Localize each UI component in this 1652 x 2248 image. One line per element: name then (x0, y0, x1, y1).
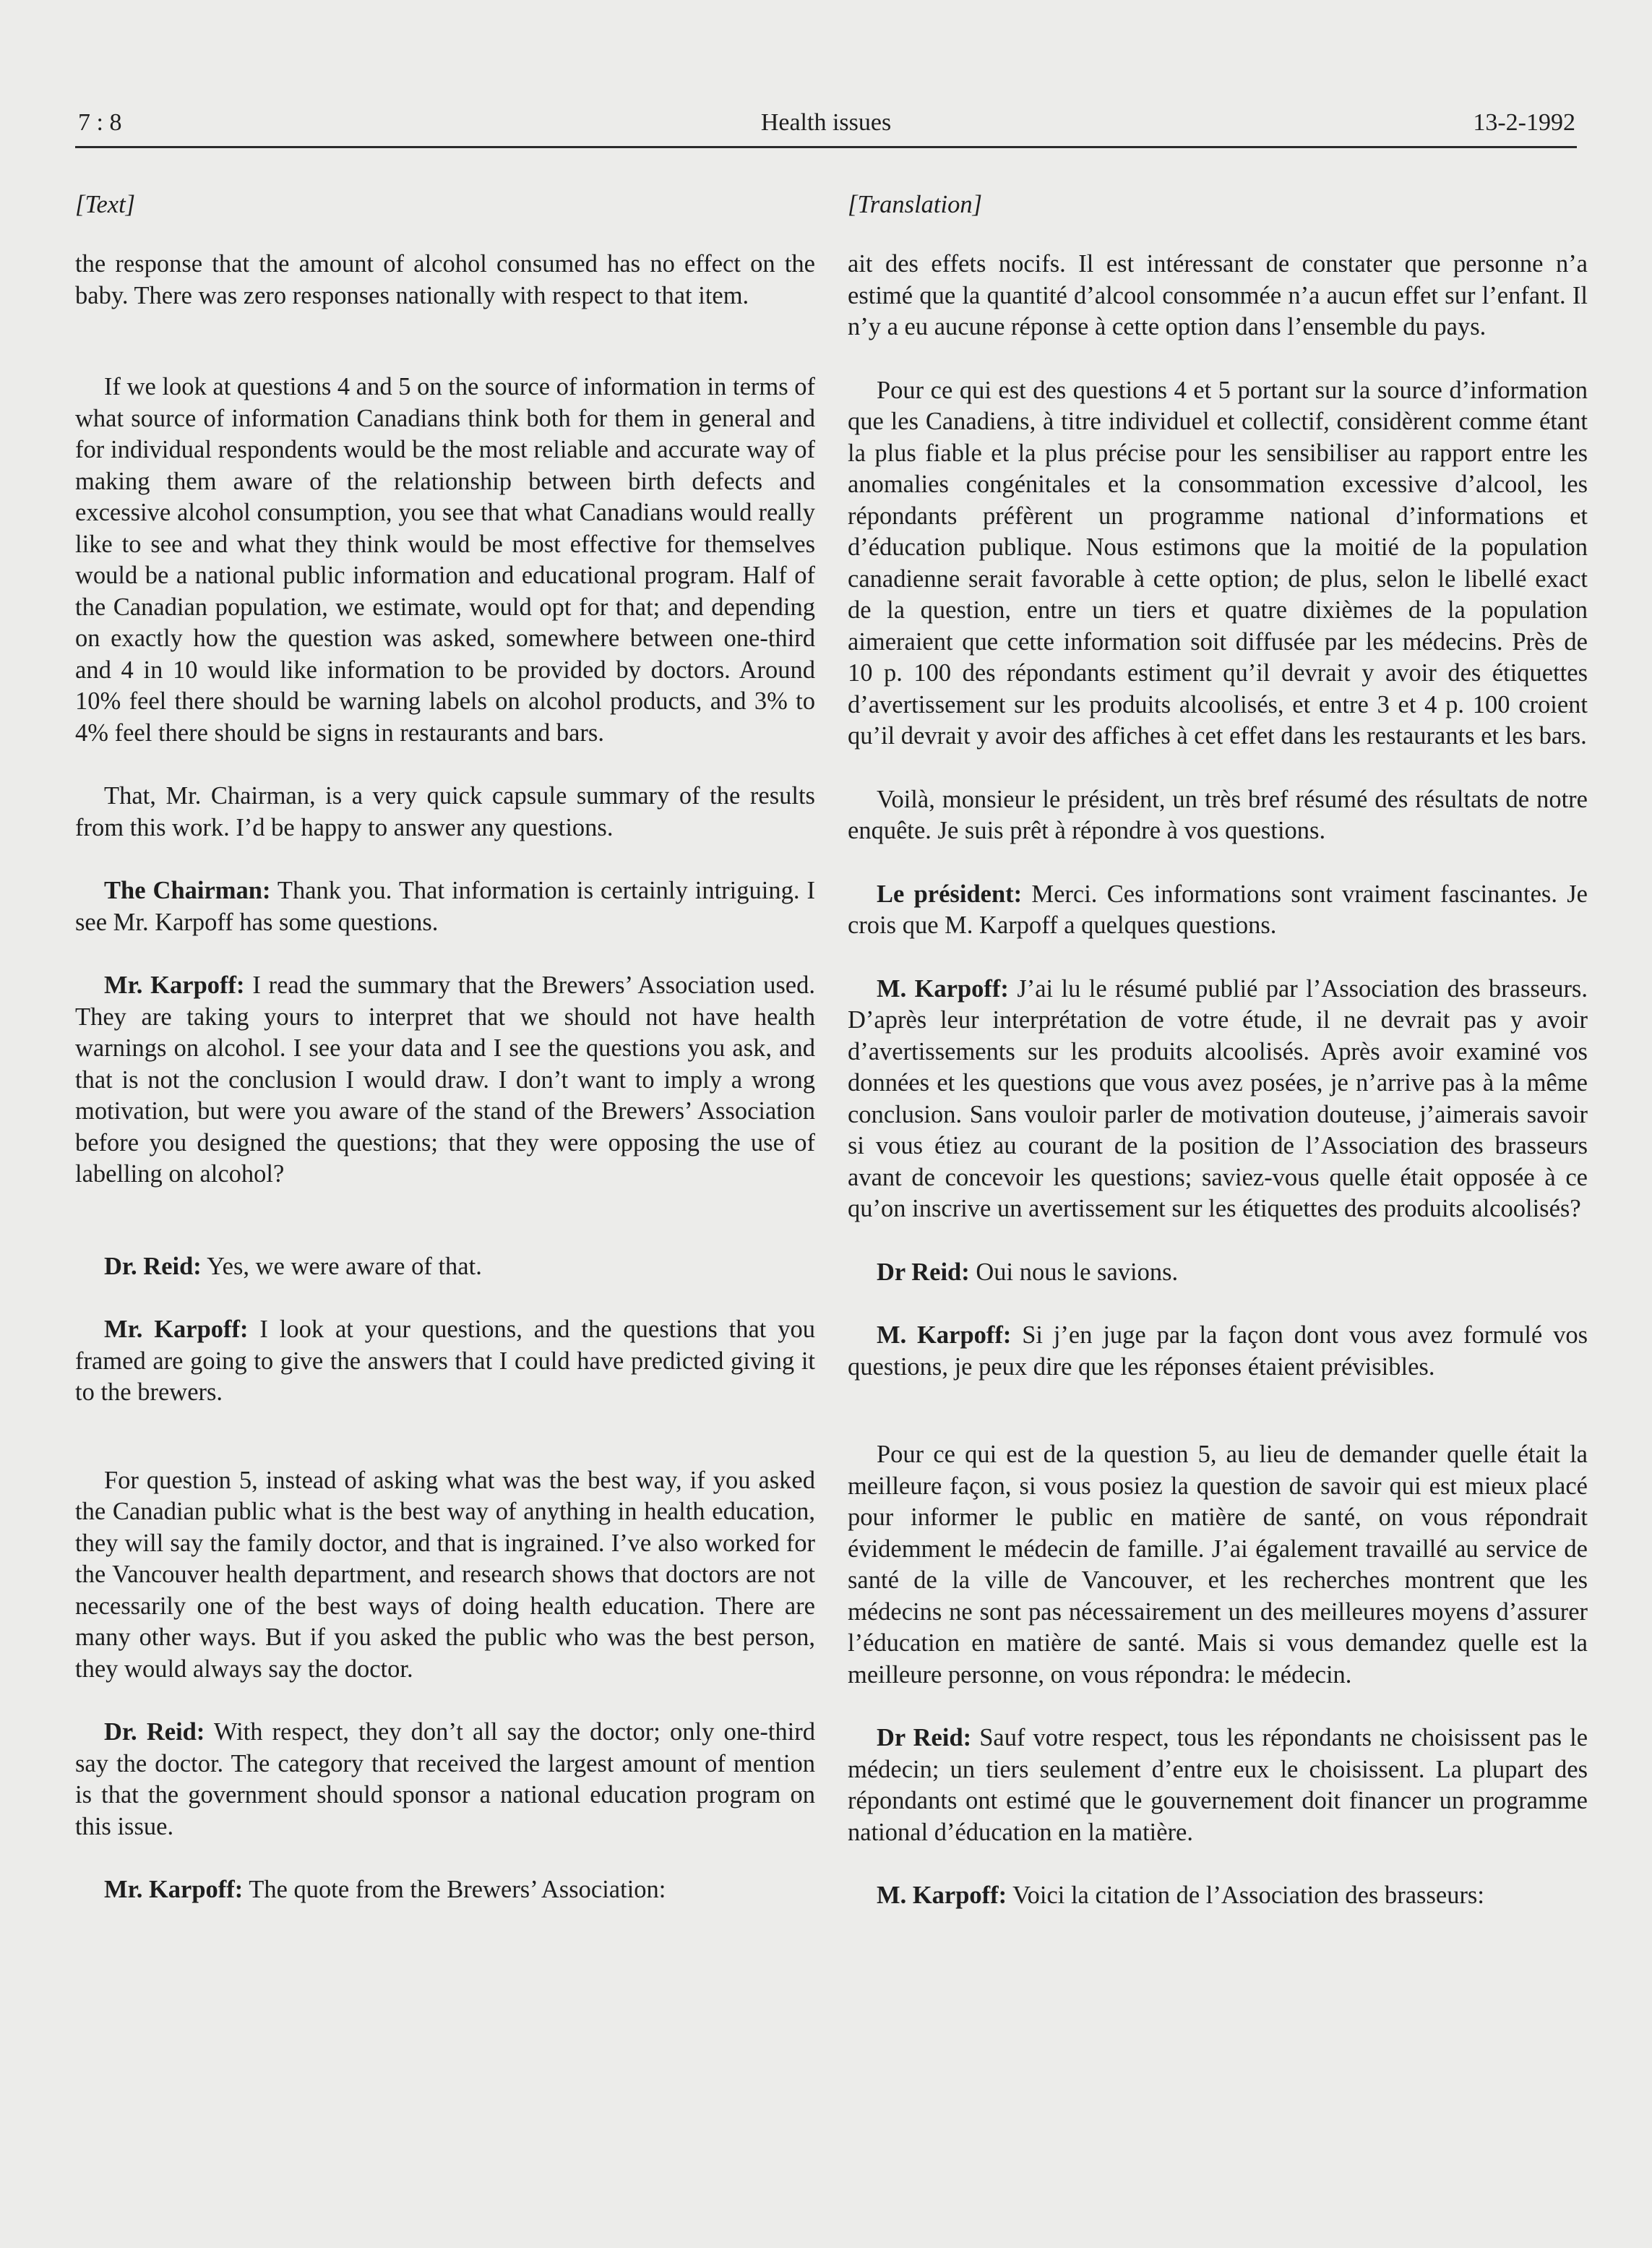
paragraph: M. Karpoff: J’ai lu le résumé publié par l’Association des brasseurs. D’après leur interprétation de votre étude, il ne devrait pas y avoir d’avertissements sur les produits alcoolisés. Après avoir examiné vos données et les questions que vous avez posées, je n’arrive pas à la même conclusion. Sans vouloir parler de motivation douteuse, j’aimerais savoir si vous étiez au courant de la position de l’Association des brasseurs avant de concevoir les questions; saviez-vous quelle était opposée à ce qu’on inscrive un avertissement sur les étiquettes des produits alcoolisés? (848, 974, 1588, 1222)
paragraph: For question 5, instead of asking what was the best way, if you asked the Canadian public what is the best way of anything in health education, they will say the family doctor, and that is ingrained. I’ve also worked for the Vancouver health department, and research shows that doctors are not necessarily one of the best ways of doing health education. There are many other ways. But if you asked the public who was the best person, they would always say the doctor. (75, 1466, 815, 1683)
paragraph: Le président: Merci. Ces informations sont vraiment fascinantes. Je crois que M. Karpoff a quelques questions. (848, 880, 1588, 939)
paragraph: Voilà, monsieur le président, un très bref résumé des résultats de notre enquête. Je suis prêt à répondre à vos questions. (848, 785, 1588, 844)
page-date: 13-2-1992 (1473, 109, 1575, 136)
paragraph: Dr Reid: Oui nous le savions. (877, 1258, 1179, 1286)
paragraph: Mr. Karpoff: I read the summary that the Brewers’ Association used. They are taking yours to interpret that we should not have health warnings on alcohol. I see your data and I see the questions you ask, and that is not the conclusion I would draw. I don’t want to imply a wrong motivation, but were you aware of the stand of the Brewers’ Association before you designed the questions; that they were opposing the use of labelling on alcohol? (75, 971, 815, 1188)
paragraph: M. Karpoff: Voici la citation de l’Association des brasseurs: (877, 1882, 1484, 1909)
paragraph: Dr. Reid: Yes, we were aware of that. (104, 1252, 482, 1280)
paragraph: Dr. Reid: With respect, they don’t all say the doctor; only one-third say the doctor. The category that received the largest amount of mention is that the government should sponsor a national education program on this issue. (75, 1718, 815, 1840)
paragraph: If we look at questions 4 and 5 on the source of information in terms of what source of information Canadians think both for them in general and for individual respondents would be the most reliable and accurate way of making them aware of the relationship between birth defects and excessive alcohol consumption, you see that what Canadians would really like to see and what they think would be most effective for themselves would be a national public information and educational program. Half of the Canadian population, we estimate, would opt for that; and depending on exactly how the question was asked, somewhere between one-third and 4 in 10 would like information to be provided by doctors. Around 10% feel there should be warning labels on alcohol products, and 3% to 4% feel there should be signs in restaurants and bars. (75, 373, 815, 747)
english-column (75, 189, 815, 1906)
paragraph: ait des effets nocifs. Il est intéressant de constater que personne n’a estimé que la quantité d’alcool consommée n’a aucun effet sur l’enfant. Il n’y a eu aucune réponse à cette option dans l’ensemble du pays. (848, 250, 1588, 340)
column-label-text: [Text] (75, 191, 136, 218)
running-header (75, 107, 1577, 148)
paragraph: M. Karpoff: Si j’en juge par la façon dont vous avez formulé vos questions, je peux dire que les réponses étaient prévisibles. (848, 1321, 1588, 1381)
paragraph: Mr. Karpoff: The quote from the Brewers’ Association: (104, 1876, 666, 1903)
paragraph: The Chairman: Thank you. That information is certainly intriguing. I see Mr. Karpoff has some questions. (75, 877, 815, 936)
french-column (848, 189, 1588, 1912)
paragraph: Pour ce qui est des questions 4 et 5 portant sur la source d’information que les Canadiens, à titre individuel et collectif, considèrent comme étant la plus fiable et la plus précise pour les sensibiliser au rapport entre les anomalies congénitales et la consommation excessive d’alcool, les répondants préfèrent un programme national d’informations et d’éducation publique. Nous estimons que la moitié de la population canadienne serait favorable à cette option; de plus, selon le libellé exact de la question, entre un tiers et quatre dixièmes de la population aimeraient que cette information soit diffusée par les médecins. Près de 10 p. 100 des répondants estiment qu’il devrait y avoir des étiquettes d’avertissement sur les produits alcoolisés, et entre 3 et 4 p. 100 croient qu’il devrait y avoir des affiches à cet effet dans les restaurants et les bars. (848, 376, 1588, 750)
paragraph: That, Mr. Chairman, is a very quick capsule summary of the results from this work. I’d be happy to answer any questions. (75, 782, 815, 841)
page-title: Health issues (760, 109, 892, 136)
paragraph: Mr. Karpoff: I look at your questions, and the questions that you framed are going to give the answers that I could have predicted giving it to the brewers. (75, 1316, 816, 1406)
paragraph: Dr Reid: Sauf votre respect, tous les répondants ne choisissent pas le médecin; un tiers seulement d’entre eux le choisissent. La plupart des répondants ont estimé que le gouvernement doit financer un programme national d’éducation en la matière. (848, 1724, 1588, 1846)
page-number: 7 : 8 (78, 109, 122, 136)
paragraph: the response that the amount of alcohol consumed has no effect on the baby. There was zero responses nationally with respect to that item. (75, 250, 815, 309)
paragraph: Pour ce qui est de la question 5, au lieu de demander quelle était la meilleure façon, si vous posiez la question de savoir qui est mieux placé pour informer le public en matière de santé, on vous répondrait évidemment le médecin de famille. J’ai également travaillé au service de santé de la ville de Vancouver, et les recherches montrent que les médecins ne sont pas nécessairement un des meilleures moyens d’assurer l’éducation en matière de santé. Mais si vous demandez quelle est la meilleure personne, on vous répondra: le médecin. (848, 1441, 1588, 1689)
column-label-translation: [Translation] (848, 191, 983, 218)
